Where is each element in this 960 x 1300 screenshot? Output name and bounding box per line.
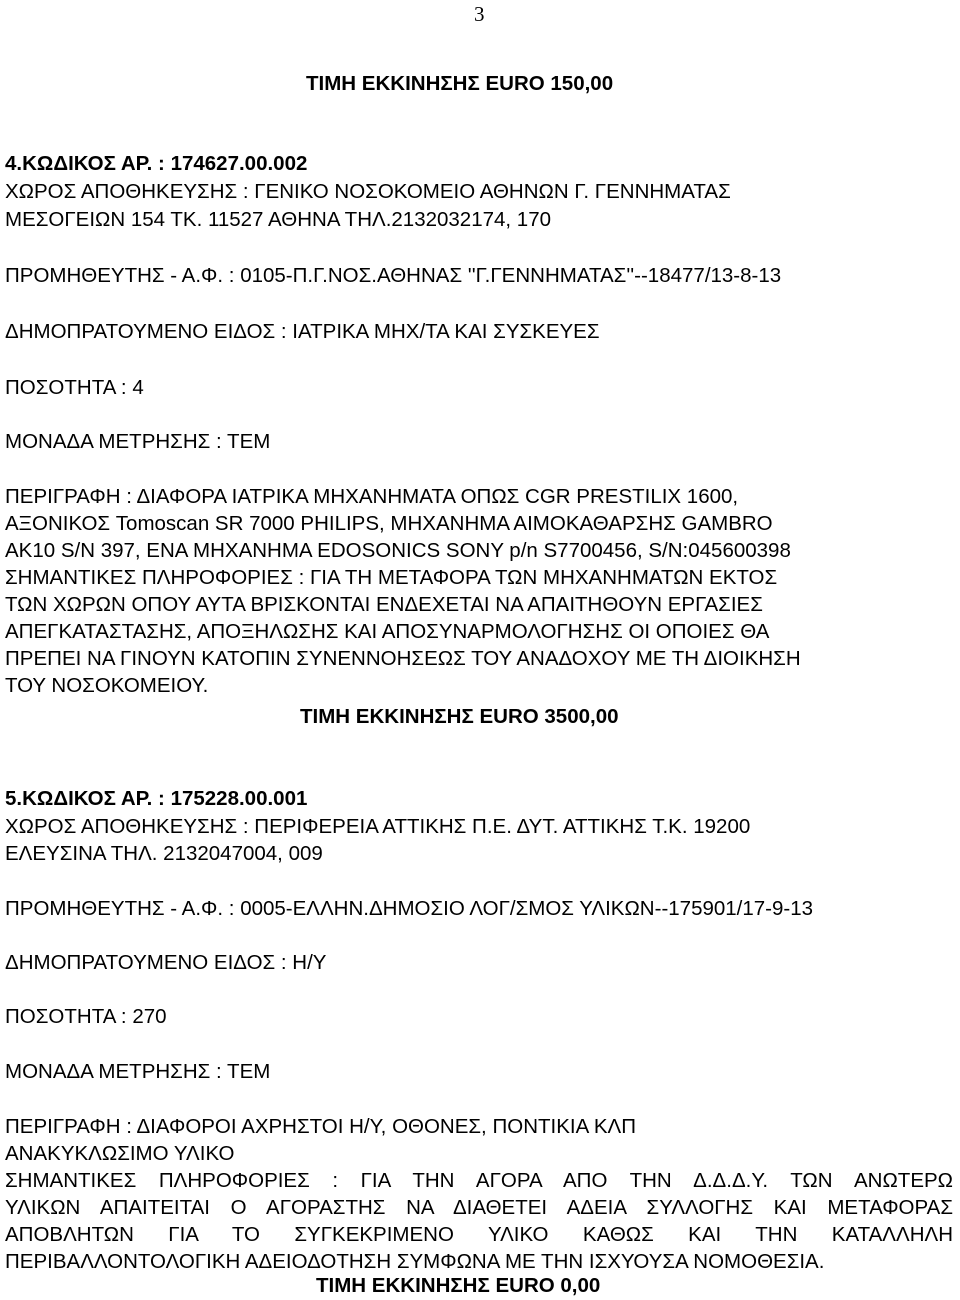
item-5-code: 5.ΚΩΔΙΚΟΣ ΑΡ. : 175228.00.001: [5, 787, 308, 810]
item-5-notes-line: ΑΠΟΒΛΗΤΩΝ ΓΙΑ ΤΟ ΣΥΓΚΕΚΡΙΜΕΝΟ ΥΛΙΚΟ ΚΑΘΩΣ ΚΑΙ ΤΗΝ ΚΑΤΑΛΛΗΛΗ: [5, 1223, 953, 1246]
item-4-description-line: ΤΩΝ ΧΩΡΩΝ ΟΠΟΥ ΑΥΤΑ ΒΡΙΣΚΟΝΤΑΙ ΕΝΔΕΧΕΤΑΙ ΝΑ ΑΠΑΙΤΗΘΟΥΝ ΕΡΓΑΣΙΕΣ: [5, 593, 763, 616]
item-4-auctioned-type: ΔΗΜΟΠΡΑΤΟΥΜΕΝΟ ΕΙΔΟΣ : ΙΑΤΡΙΚΑ ΜΗΧ/ΤΑ ΚΑΙ ΣΥΣΚΕΥΕΣ: [5, 320, 600, 343]
item-4-description-line: ΣΗΜΑΝΤΙΚΕΣ ΠΛΗΡΟΦΟΡΙΕΣ : ΓΙΑ ΤΗ ΜΕΤΑΦΟΡΑ ΤΩΝ ΜΗΧΑΝΗΜΑΤΩΝ ΕΚΤΟΣ: [5, 566, 778, 589]
item-5-supplier: ΠΡΟΜΗΘΕΥΤΗΣ - Α.Φ. : 0005-ΕΛΛΗΝ.ΔΗΜΟΣΙΟ ΛΟΓ/ΣΜΟΣ ΥΛΙΚΩΝ--175901/17-9-13: [5, 897, 814, 920]
item-4-storage-line-2: ΜΕΣΟΓΕΙΩΝ 154 ΤΚ. 11527 ΑΘΗΝΑ ΤΗΛ.2132032174, 170: [5, 208, 552, 231]
item-5-unit: ΜΟΝΑΔΑ ΜΕΤΡΗΣΗΣ : ΤΕΜ: [5, 1060, 271, 1083]
item-4-storage-line-1: ΧΩΡΟΣ ΑΠΟΘΗΚΕΥΣΗΣ : ΓΕΝΙΚΟ ΝΟΣΟΚΟΜΕΙΟ ΑΘΗΝΩΝ Γ. ΓΕΝΝΗΜΑΤΑΣ: [5, 180, 731, 203]
item-5-notes-line: ΣΗΜΑΝΤΙΚΕΣ ΠΛΗΡΟΦΟΡΙΕΣ : ΓΙΑ ΤΗΝ ΑΓΟΡΑ ΑΠΟ ΤΗΝ Δ.Δ.Δ.Υ. ΤΩΝ ΑΝΩΤΕΡΩ: [5, 1169, 953, 1192]
item-5-description-line-1: ΠΕΡΙΓΡΑΦΗ : ΔΙΑΦΟΡΟΙ ΑΧΡΗΣΤΟΙ Η/Υ, ΟΘΟΝΕΣ, ΠΟΝΤΙΚΙΑ ΚΛΠ: [5, 1115, 636, 1138]
item-5-notes-line: ΥΛΙΚΩΝ ΑΠΑΙΤΕΙΤΑΙ Ο ΑΓΟΡΑΣΤΗΣ ΝΑ ΔΙΑΘΕΤΕΙ ΑΔΕΙΑ ΣΥΛΛΟΓΗΣ ΚΑΙ ΜΕΤΑΦΟΡΑΣ: [5, 1196, 953, 1219]
item-4-supplier: ΠΡΟΜΗΘΕΥΤΗΣ - Α.Φ. : 0105-Π.Γ.ΝΟΣ.ΑΘΗΝΑΣ ''Γ.ΓΕΝΝΗΜΑΤΑΣ''--18477/13-8-13: [5, 264, 782, 287]
item-5-storage-line-1: ΧΩΡΟΣ ΑΠΟΘΗΚΕΥΣΗΣ : ΠΕΡΙΦΕΡΕΙΑ ΑΤΤΙΚΗΣ Π.Ε. ΔΥΤ. ΑΤΤΙΚΗΣ Τ.Κ. 19200: [5, 815, 751, 838]
page-number: 3: [474, 2, 485, 26]
item-4-quantity: ΠΟΣΟΤΗΤΑ : 4: [5, 376, 144, 399]
item-4-unit: ΜΟΝΑΔΑ ΜΕΤΡΗΣΗΣ : ΤΕΜ: [5, 430, 271, 453]
item-5-starting-price: ΤΙΜΗ ΕΚΚΙΝΗΣΗΣ EURO 0,00: [316, 1274, 601, 1297]
item-4-description-line: ΑΠΕΓΚΑΤΑΣΤΑΣΗΣ, ΑΠΟΞΗΛΩΣΗΣ ΚΑΙ ΑΠΟΣΥΝΑΡΜΟΛΟΓΗΣΗΣ ΟΙ ΟΠΟΙΕΣ ΘΑ: [5, 620, 770, 643]
item-4-description-line: ΑΞΟΝΙΚΟΣ Tomoscan SR 7000 PHILIPS, ΜΗΧΑΝΗΜΑ ΑΙΜΟΚΑΘΑΡΣΗΣ GAMBRO: [5, 512, 773, 535]
item-4-description-line: AK10 S/N 397, ΕΝΑ ΜΗΧΑΝΗΜΑ EDOSONICS SONY p/n S7700456, S/N:045600398: [5, 539, 791, 562]
item-4-starting-price: ΤΙΜΗ ΕΚΚΙΝΗΣΗΣ EURO 3500,00: [300, 705, 619, 728]
item-5-storage-line-2: ΕΛΕΥΣΙΝΑ ΤΗΛ. 2132047004, 009: [5, 842, 323, 865]
item-4-description-line: ΠΡΕΠΕΙ ΝΑ ΓΙΝΟΥΝ ΚΑΤΟΠΙΝ ΣΥΝΕΝΝΟΗΣΕΩΣ ΤΟΥ ΑΝΑΔΟΧΟΥ ΜΕ ΤΗ ΔΙΟΙΚΗΣΗ: [5, 647, 801, 670]
item-5-quantity: ΠΟΣΟΤΗΤΑ : 270: [5, 1005, 167, 1028]
item-4-description-line: ΤΟΥ ΝΟΣΟΚΟΜΕΙΟΥ.: [5, 674, 209, 697]
item-5-auctioned-type: ΔΗΜΟΠΡΑΤΟΥΜΕΝΟ ΕΙΔΟΣ : Η/Υ: [5, 951, 327, 974]
item-5-description-line-2: ΑΝΑΚΥΚΛΩΣΙΜΟ ΥΛΙΚΟ: [5, 1142, 235, 1165]
item-5-notes-line: ΠΕΡΙΒΑΛΛΟΝΤΟΛΟΓΙΚΗ ΑΔΕΙΟΔΟΤΗΣΗ ΣΥΜΦΩΝΑ ΜΕ ΤΗΝ ΙΣΧΥΟΥΣΑ ΝΟΜΟΘΕΣΙΑ.: [5, 1250, 825, 1273]
item-4-code: 4.ΚΩΔΙΚΟΣ ΑΡ. : 174627.00.002: [5, 152, 308, 175]
starting-price-item-3: ΤΙΜΗ ΕΚΚΙΝΗΣΗΣ EURO 150,00: [306, 72, 614, 95]
item-4-description-line: ΠΕΡΙΓΡΑΦΗ : ΔΙΑΦΟΡΑ ΙΑΤΡΙΚΑ ΜΗΧΑΝΗΜΑΤΑ ΟΠΩΣ CGR PRESTILIX 1600,: [5, 485, 739, 508]
